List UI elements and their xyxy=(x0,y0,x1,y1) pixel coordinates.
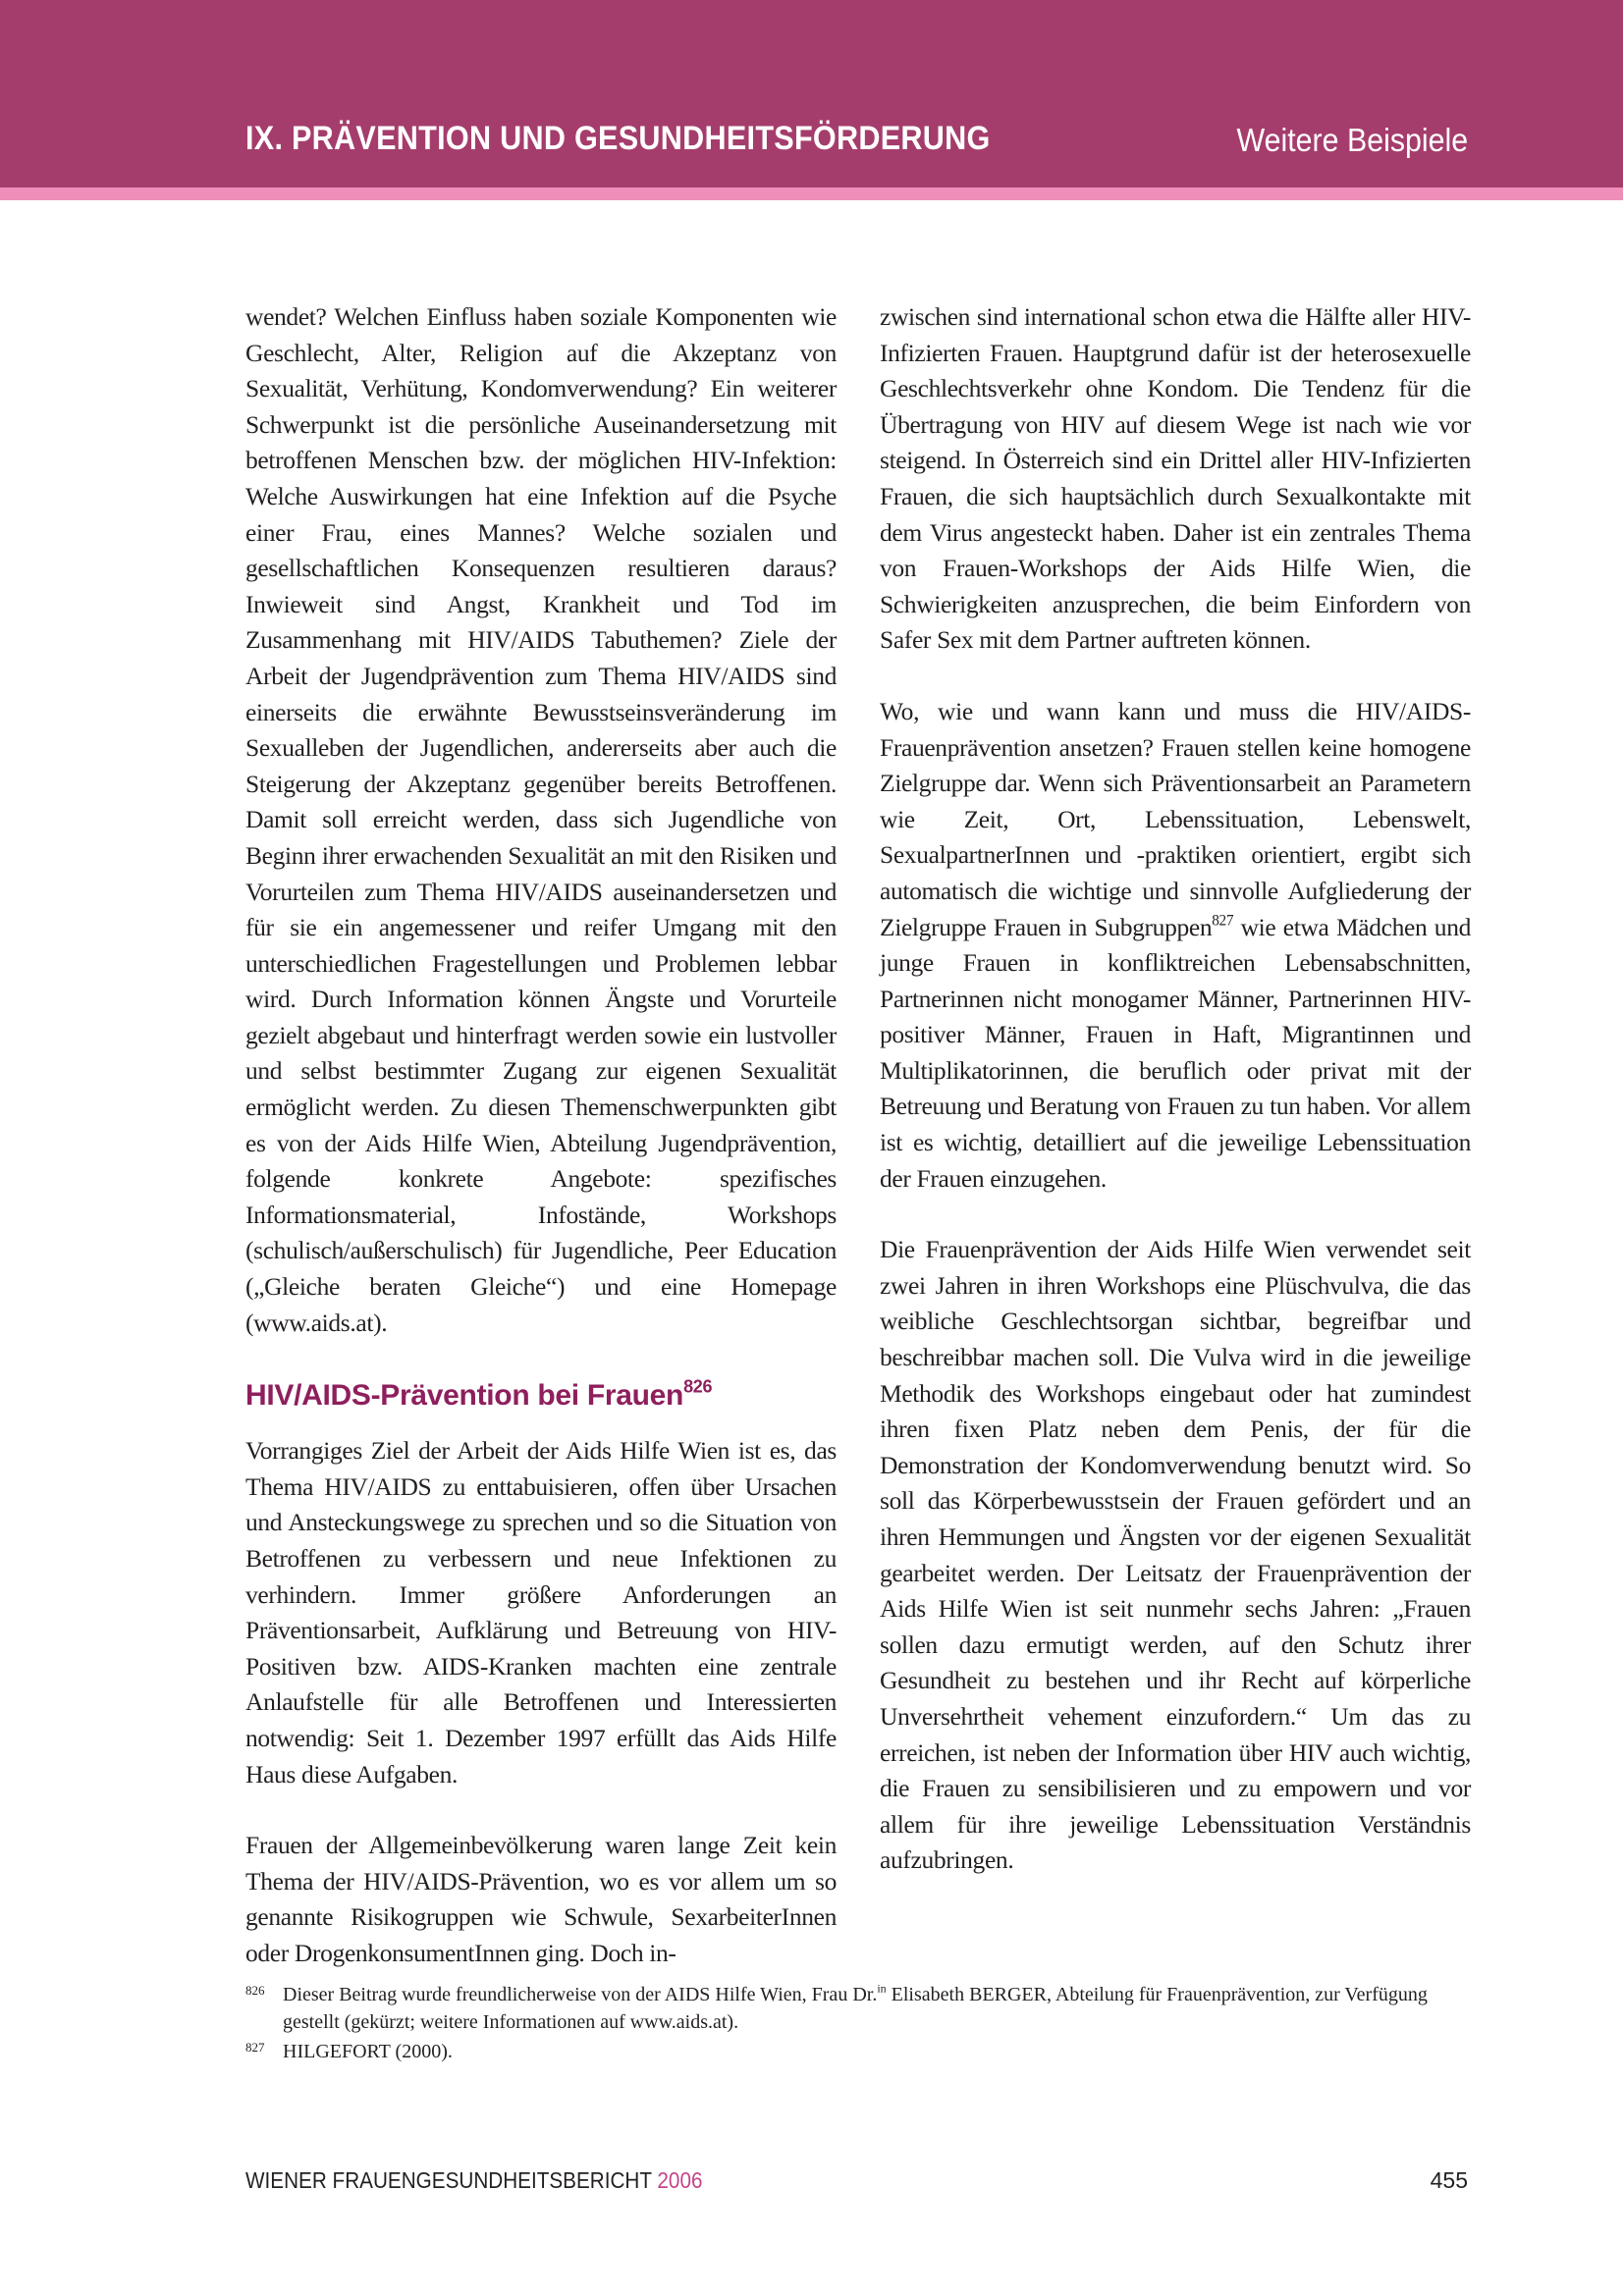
paragraph: Vorrangiges Ziel der Arbeit der Aids Hilfe Wien ist es, das Thema HIV/AIDS zu enttabuisieren, offen über Ursachen und Ansteckungswege zu sprechen und so die Situation von Betroffenen zu verbessern und neue Infektionen zu verhindern. Immer größere Anforderungen an Präventionsarbeit, Aufklärung und Betreuung von HIV-Positiven bzw. AIDS-Kranken machten eine zentrale Anlaufstelle für alle Betroffenen und Interessierten notwendig: Seit 1. Dezember 1997 erfüllt das Aids Hilfe Haus diese Aufgaben. xyxy=(245,1436,837,1789)
footnote-ref[interactable]: 826 xyxy=(683,1376,713,1397)
paragraph-text: Wo, wie und wann kann und muss die HIV/AIDS-Frauenprävention ansetzen? Frauen stellen keine homogene Zielgruppe dar. Wenn sich Präventionsarbeit an Parametern wie Zeit, Ort, Lebenssituation, Lebenswelt, SexualpartnerInnen und -praktiken orientiert, ergibt sich automatisch die wichtige und sinnvolle Aufgliederung der Zielgruppe Frauen in Subgruppen xyxy=(880,696,1471,941)
header-stripe xyxy=(0,187,1623,200)
footnote-superscript: in xyxy=(877,1981,887,1996)
footer-report-title xyxy=(245,2167,702,2194)
footnotes xyxy=(245,1981,1468,2067)
paragraph: zwischen sind international schon etwa die Hälfte aller HIV-Infizierten Frauen. Hauptgrund dafür ist der heterosexuelle Geschlechtsverkehr ohne Kondom. Die Tendenz für die Übertragung von HIV auf diesem Wege ist nach wie vor steigend. In Österreich sind ein Drittel aller HIV-Infizierten Frauen, die sich hauptsächlich durch Sexualkontakte mit dem Virus angesteckt haben. Daher ist ein zentrales Thema von Frauen-Workshops der Aids Hilfe Wien, die Schwierigkeiten anzusprechen, die beim Einfordern von Safer Sex mit dem Partner auftreten können. xyxy=(880,302,1471,655)
paragraph: Frauen der Allgemeinbevölkerung waren lange Zeit kein Thema der HIV/AIDS-Prävention, wo es vor allem um so genannte Risikogruppen wie Schwule, SexarbeiterInnen oder DrogenkonsumentInnen ging. Doch in- xyxy=(245,1831,837,1967)
report-year: 2006 xyxy=(657,2167,703,2193)
footnote-number: 827 xyxy=(245,2040,265,2055)
section-heading-text: HIV/AIDS-Prävention bei Frauen xyxy=(245,1379,684,1413)
right-column xyxy=(880,299,1471,1914)
left-column xyxy=(245,299,837,2007)
section-label: Weitere Beispiele xyxy=(1236,122,1468,158)
section-heading xyxy=(245,1376,837,1415)
footnote-ref[interactable]: 827 xyxy=(1212,911,1234,929)
footnote-text: Dieser Beitrag wurde freundlicherweise von der AIDS Hilfe Wien, Frau Dr. xyxy=(283,1984,878,2005)
page-number: 455 xyxy=(1430,2167,1468,2193)
paragraph: Die Frauenprävention der Aids Hilfe Wien verwendet seit zwei Jahren in ihren Workshops eine Plüschvulva, die das weibliche Geschlechtsorgan sichtbar, begreifbar und beschreibbar machen soll. Die Vulva wird in die jeweilige Methodik des Workshops eingebaut oder hat zumindest ihren fixen Platz neben dem Penis, der für die Demonstration der Kondomverwendung benutzt wird. So soll das Körperbewusstsein der Frauen gefördert und an ihren Hemmungen und Ängsten vor der eigenen Sexualität gearbeitet werden. Der Leitsatz der Frauenprävention der Aids Hilfe Wien ist seit nunmehr sechs Jahren: „Frauen sollen dazu ermutigt werden, auf den Schutz ihrer Gesundheit zu bestehen und ihr Recht auf körperliche Unversehrtheit vehement einzufordern.“ Um das zu erreichen, ist neben der Information über HIV auch wichtig, die Frauen zu sensibilisieren und zu empowern und vor allem für ihre jeweilige Lebenssituation Verständnis aufzubringen. xyxy=(880,1235,1471,1875)
footnote-text: HILGEFORT (2000). xyxy=(283,2041,453,2062)
report-title: WIENER FRAUENGESUNDHEITSBERICHT xyxy=(245,2167,652,2193)
chapter-title: IX. PRÄVENTION UND GESUNDHEITSFÖRDERUNG xyxy=(245,120,991,157)
footnote xyxy=(245,1981,1468,2036)
paragraph: wendet? Welchen Einfluss haben soziale Komponenten wie Geschlecht, Alter, Religion auf die Akzeptanz von Sexualität, Verhütung, Kondomverwendung? Ein weiterer Schwerpunkt ist die persönliche Auseinandersetzung mit betroffenen Menschen bzw. der möglichen HIV-Infektion: Welche Auswirkungen hat eine Infektion auf die Psyche einer Frau, eines Mannes? Welche sozialen und gesellschaftlichen Konsequenzen resultieren daraus? Inwieweit sind Angst, Krankheit und Tod im Zusammenhang mit HIV/AIDS Tabuthemen? Ziele der Arbeit der Jugendprävention zum Thema HIV/AIDS sind einerseits die erwähnte Bewusstseinsveränderung im Sexualleben der Jugendlichen, andererseits aber auch die Steigerung der Akzeptanz gegenüber bereits Betroffenen. Damit soll erreicht werden, dass sich Jugendliche von Beginn ihrer erwachenden Sexualität an mit den Risiken und Vorurteilen zum Thema HIV/AIDS auseinandersetzen und für sie ein angemessener und reifer Umgang mit den unterschiedlichen Fragestellungen und Problemen lebbar wird. Durch Information können Ängste und Vorurteile gezielt abgebaut und hinterfragt werden sowie ein lustvoller und selbst bestimmter Zugang zur eigenen Sexualität ermöglicht werden. Zu diesen Themenschwerpunkten gibt es von der Aids Hilfe Wien, Abteilung Jugendprävention, folgende konkrete Angebote: spezifisches Informationsmaterial, Infostände, Workshops (schulisch/außerschulisch) für Jugendliche, Peer Education („Gleiche beraten Gleiche“) und eine Homepage (www.aids.at). xyxy=(245,302,837,1337)
footnote-text: Elisabeth BERGER, Abteilung für Frauenprävention, zur Verfügung gestellt (gekürzt; weitere Informationen auf www.aids.at). xyxy=(283,1984,1428,2033)
footnote-number: 826 xyxy=(245,1983,265,1998)
paragraph-text: wie etwa Mädchen und junge Frauen in konfliktreichen Lebensabschnitten, Partnerinnen nicht monogamer Männer, Partnerinnen HIV-positiver Männer, Frauen in Haft, Migrantinnen und Multiplikatorinnen, die beruflich oder privat mit der Betreuung und Beratung von Frauen zu tun haben. Vor allem ist es wichtig, detailliert auf die jeweilige Lebenssituation der Frauen einzugehen. xyxy=(880,912,1471,1193)
footnote xyxy=(245,2038,1468,2065)
paragraph xyxy=(880,694,1471,1197)
header-band xyxy=(0,0,1623,187)
